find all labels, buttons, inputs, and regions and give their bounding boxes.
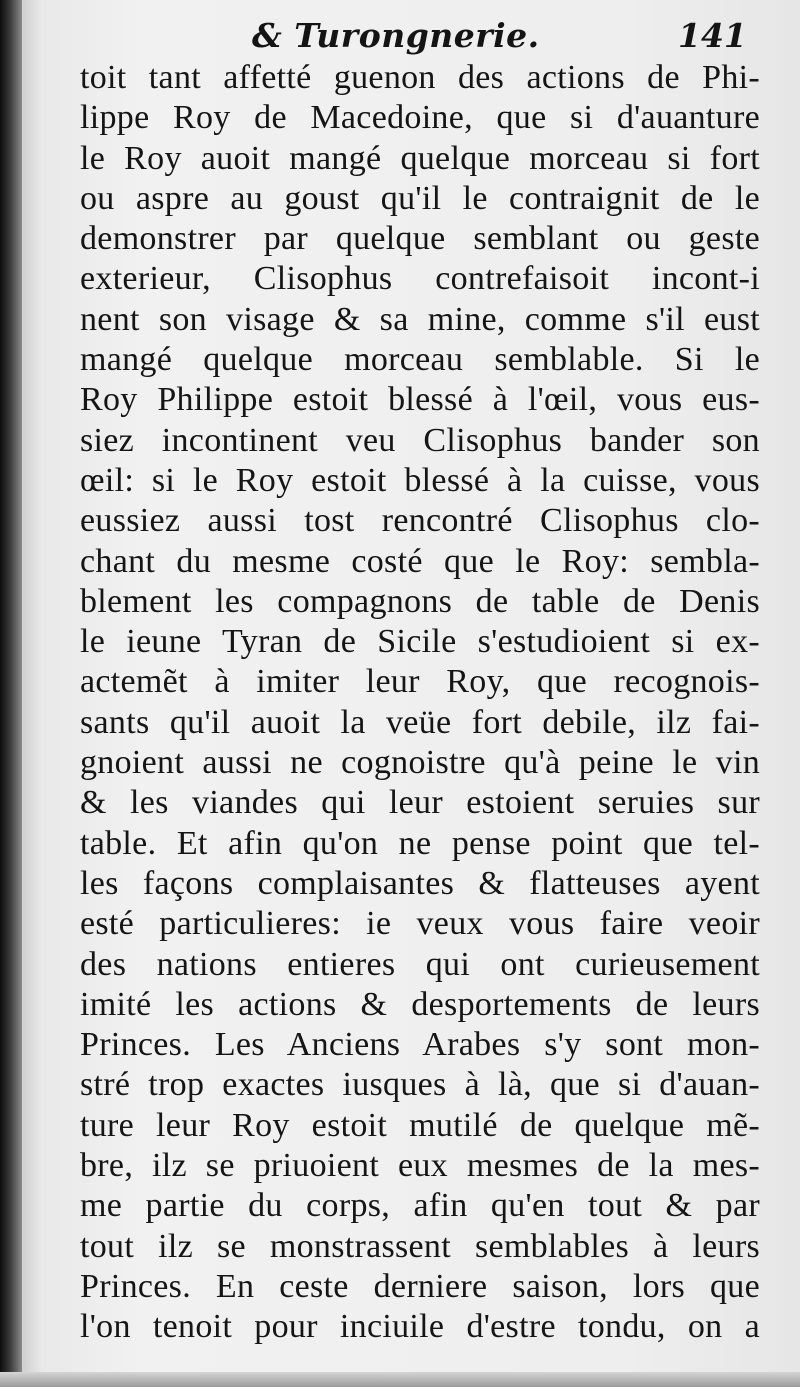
text-line: tout ilz se monstrassent semblables à leurs bbox=[80, 1227, 760, 1265]
page-number: 141 bbox=[678, 16, 747, 55]
text-line: toit tant affetté guenon des actions de Phi- bbox=[80, 59, 760, 96]
book-page bbox=[22, 0, 800, 1387]
text-line: ture leur Roy estoit mutilé de quelque mẽ- bbox=[80, 1106, 760, 1144]
text-line: table. Et afin qu'on ne pense point que tel- bbox=[80, 824, 760, 862]
body-text bbox=[80, 58, 760, 1348]
text-line: mangé quelque morceau semblable. Si le bbox=[80, 341, 760, 379]
text-line: les façons complaisantes & flatteuses ayent bbox=[80, 864, 760, 902]
text-line: stré trop exactes iusques à là, que si d'auan- bbox=[80, 1066, 760, 1104]
text-line: imité les actions & desportements de leurs bbox=[80, 985, 760, 1023]
text-line: œil: si le Roy estoit blessé à la cuisse, vous bbox=[80, 461, 760, 499]
text-line: nent son visage & sa mine, comme s'il eust bbox=[80, 300, 760, 338]
text-line: me partie du corps, afin qu'en tout & par bbox=[80, 1187, 760, 1225]
book-gutter-shadow bbox=[0, 0, 22, 1387]
text-line: siez incontinent veu Clisophus bander son bbox=[80, 421, 760, 459]
text-line: l'on tenoit pour inciuile d'estre tondu, on a bbox=[80, 1308, 760, 1346]
text-line: des nations entieres qui ont curieusement bbox=[80, 945, 760, 983]
page-bottom-edge bbox=[0, 1372, 800, 1387]
text-line: chant du mesme costé que le Roy: sembla- bbox=[80, 542, 760, 580]
text-line: esté particulieres: ie veux vous faire veoir bbox=[80, 905, 760, 943]
text-line: actemẽt à imiter leur Roy, que recognois- bbox=[80, 663, 760, 701]
text-line: Princes. Les Anciens Arabes s'y sont mon- bbox=[80, 1026, 760, 1064]
text-line: Princes. En ceste derniere saison, lors que bbox=[80, 1267, 760, 1305]
text-line: gnoient aussi ne cognoistre qu'à peine le vin bbox=[80, 744, 760, 782]
text-line: Roy Philippe estoit blessé à l'œil, vous eus- bbox=[80, 381, 760, 419]
text-line: le ieune Tyran de Sicile s'estudioient si ex- bbox=[80, 623, 760, 661]
text-line: & les viandes qui leur estoient seruies sur bbox=[80, 784, 760, 822]
text-line: lippe Roy de Macedoine, que si d'auanture bbox=[80, 99, 760, 137]
text-line: sants qu'il auoit la veüe fort debile, ilz fai- bbox=[80, 703, 760, 741]
running-head: & Turongnerie. bbox=[252, 16, 540, 55]
text-line: bre, ilz se priuoient eux mesmes de la mes- bbox=[80, 1147, 760, 1185]
text-line: le Roy auoit mangé quelque morceau si fort bbox=[80, 139, 760, 177]
text-line: ou aspre au goust qu'il le contraignit de le bbox=[80, 179, 760, 217]
text-line: demonstrer par quelque semblant ou geste bbox=[80, 220, 760, 258]
text-line: blement les compagnons de table de Denis bbox=[80, 582, 760, 620]
text-line: exterieur, Clisophus contrefaisoit incont-i bbox=[80, 260, 760, 298]
text-line: eussiez aussi tost rencontré Clisophus clo- bbox=[80, 502, 760, 540]
page-header bbox=[22, 14, 800, 64]
